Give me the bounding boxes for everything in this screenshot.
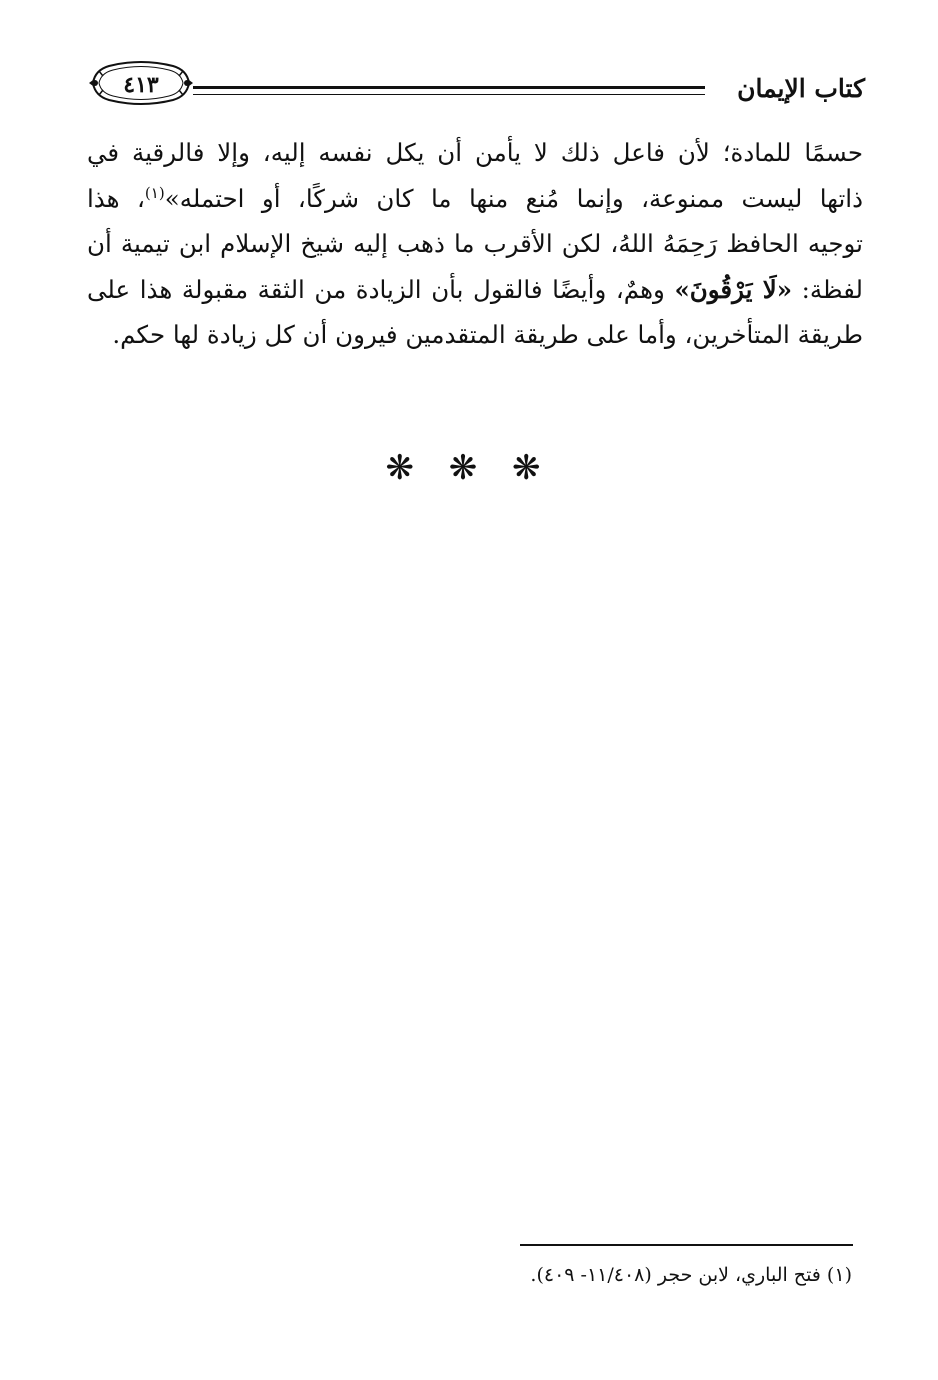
hadith-quote: «لَا يَرْقُونَ» <box>674 274 793 304</box>
header-rule-thin <box>193 94 705 95</box>
text-segment: ، هذا <box>87 183 145 213</box>
text-line: توجيه الحافظ رَحِمَهُ اللهُ، لكن الأقرب ما ذهب إليه شيخ الإسلام ابن تيمية أن <box>87 229 863 258</box>
text-segment: لفظة: <box>792 274 863 304</box>
text-segment: ذاتها ليست ممنوعة، وإنما مُنع منها ما كان شركًا، أو احتمله» <box>164 183 863 213</box>
footnote-reference: (١) <box>144 183 165 202</box>
footnote: (١) فتح الباري، لابن حجر (١١/٤٠٨- ٤٠٩). <box>530 1264 852 1286</box>
page-number-frame <box>89 58 193 108</box>
main-text <box>87 130 863 358</box>
text-line <box>87 176 863 222</box>
section-separator: ❋ ❋ ❋ <box>385 448 553 488</box>
book-title: كتاب الإيمان <box>737 74 865 103</box>
text-line <box>87 267 863 313</box>
page-number: ٤١٣ <box>123 72 159 98</box>
text-segment: وهمٌ، وأيضًا فالقول بأن الزيادة من الثقة مقبولة هذا على <box>87 274 675 304</box>
text-line: حسمًا للمادة؛ لأن فاعل ذلك لا يأمن أن يكل نفسه إليه، وإلا فالرقية في <box>87 138 863 167</box>
footnote-rule <box>520 1244 853 1246</box>
page-header <box>85 58 865 108</box>
text-line: طريقة المتأخرين، وأما على طريقة المتقدمين فيرون أن كل زيادة لها حكم. <box>112 320 863 349</box>
header-rule <box>193 86 705 89</box>
